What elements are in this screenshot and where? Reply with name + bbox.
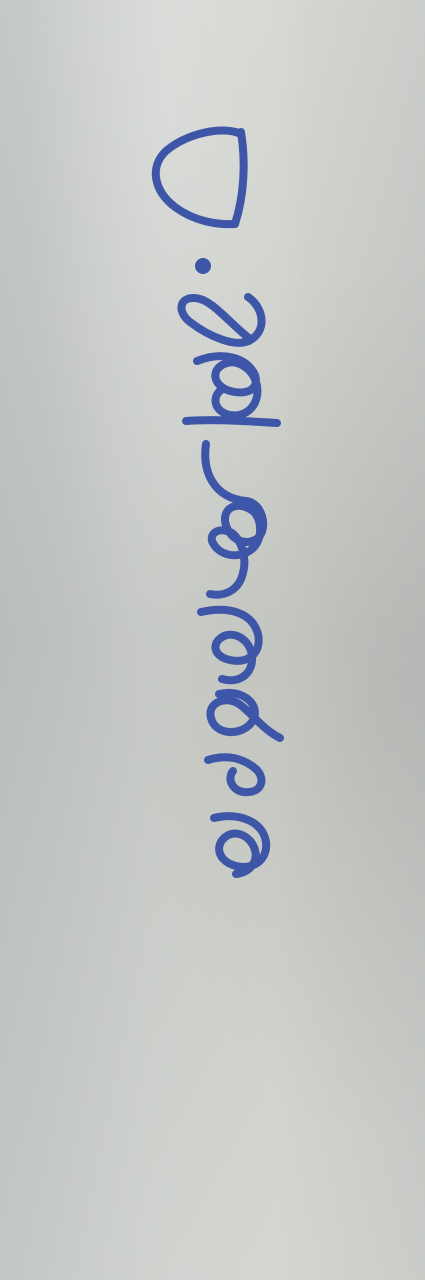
signature-letter-s [181, 297, 261, 343]
signature-dot [199, 262, 207, 270]
signature-letter-a [214, 816, 266, 874]
signature-letter-d-bowl [156, 130, 241, 224]
signature-letter-h-ascender [186, 420, 277, 423]
signature-letters-h-e-e [205, 444, 263, 595]
signature-letters-u-d [197, 356, 257, 415]
signature-letter-r [208, 757, 261, 792]
signature-letter-d-stem [235, 132, 244, 224]
signature-strokes [156, 130, 280, 874]
signature-letter-n [201, 610, 259, 680]
signature-letter-d [210, 693, 280, 738]
